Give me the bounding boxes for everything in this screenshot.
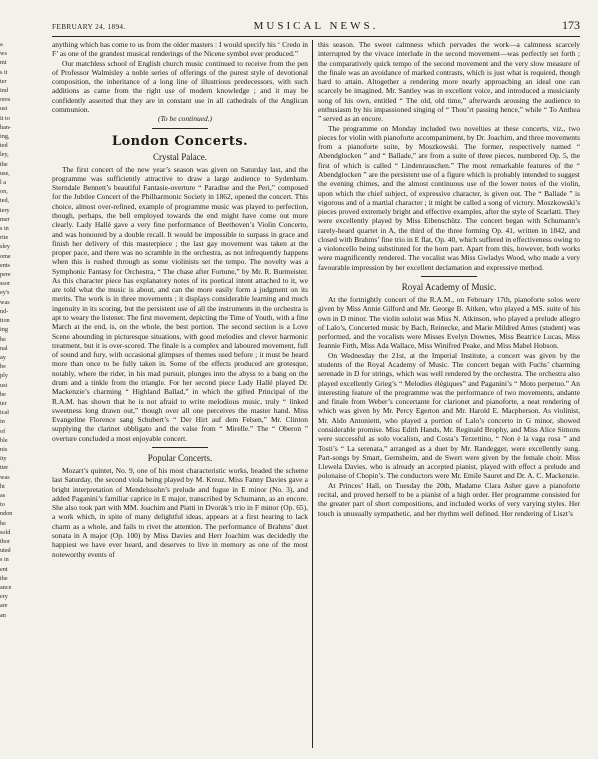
margin-fragment: rite xyxy=(0,234,9,242)
margin-fragment: thor xyxy=(0,537,10,545)
margin-fragment: the xyxy=(0,160,8,168)
margin-fragment: tery xyxy=(0,206,10,214)
margin-fragment: ted, xyxy=(0,197,10,205)
paragraph: On Wednesday the 21st, at the Imperial Institute, a concert was given by the students of the Royal Academy of Music. The concert began with Fuchs’ charming serenade in D for strings, which was well rendered by the orchestra. The orchestra also played excellently Grieg’s “ Melodies élégiques” and Paganini’s “ Moto perpetuo.” An interesting feature of the programme was the performance of two movements, andante and finale from Weber’s concertante for clarionet and pianoforte, a neat rendering of which was given by Mr. Percy Egerton and Mr. Harold E. Macpherson. As violinist, Mr. Aldo Antonietti, who played a portion of Lalo’s concerto in G minor, showed considerable promise. Miss Edith Hands, Mr. Reginald Brophy, and Miss Alice Simons were successful as solo vocalists, and Costa’s Terzettino, “ Non è la vaga rosa ” and Tosti’s “ La serenata,” arranged as a duet by Mr. Randegger, were excellently sung. Part-songs by Smart, Gernsheim, and de Swert were given by the female choir. Miss Llewela Davies, who is already an accepted pianist, played with effect a prelude and polonaise of Chopin’s. The conductors were Mr. Emile Sauret and Dr. A. C. Mackenzie. xyxy=(318,350,580,481)
margin-fragment: ing xyxy=(0,326,8,334)
margin-fragment: be xyxy=(0,363,6,371)
margin-fragment: ted xyxy=(0,142,8,150)
margin-fragment: ply xyxy=(0,372,8,380)
margin-fragment: ndon xyxy=(0,510,13,518)
margin-fragment: ome xyxy=(0,252,11,260)
margin-fragment: ind xyxy=(0,87,8,95)
continued-note: (To be continued.) xyxy=(157,114,213,124)
margin-fragment: ter xyxy=(0,77,7,85)
margin-fragment: mer xyxy=(0,215,10,223)
margin-fragment: of xyxy=(0,427,6,435)
margin-fragment: sley xyxy=(0,243,10,251)
margin-fragment: tter xyxy=(0,464,9,472)
margin-fragment: nal xyxy=(0,344,8,352)
margin-fragment: ery xyxy=(0,593,8,601)
margin-fragment: on, xyxy=(0,188,8,196)
subsection-title: Popular Concerts. xyxy=(147,452,213,463)
margin-fragment: the xyxy=(0,574,8,582)
paragraph: Our matchless school of English church music continued to receive from the pen of Professor Walmisley a noble series of offerings of the purest style of devotional composition, the inheritance of a long line of illustrious predecessors, with such additions as came from the right use of modern knowledge ; and it may be confidently asserted that they are in constant use in all cathedrals of the Anglican communion. xyxy=(52,58,308,114)
column-divider xyxy=(312,40,313,748)
margin-fragment: ents xyxy=(0,261,10,269)
subsection-title: Royal Academy of Music. xyxy=(401,282,497,293)
separator-rule xyxy=(152,128,208,129)
margin-fragment: ley, xyxy=(0,151,9,159)
margin-fragment: an xyxy=(0,611,6,619)
margin-fragment: ance xyxy=(0,583,12,591)
header-title: MUSICAL NEWS. xyxy=(253,20,379,32)
margin-fragment: he xyxy=(0,519,6,527)
margin-fragment: ing, xyxy=(0,133,10,141)
margin-fragment: ws xyxy=(0,50,7,58)
margin-fragment: in xyxy=(0,418,5,426)
margin-fragment: ey's xyxy=(0,289,10,297)
margin-fragment: l a xyxy=(0,179,7,187)
margin-fragment: mt xyxy=(0,59,7,67)
margin-fragment: he xyxy=(0,335,6,343)
margin-fragment: ay xyxy=(0,353,6,361)
margin-fragment: a xyxy=(0,41,3,48)
paragraph: Mozart’s quintet, No. 9, one of his most characteristic works, headed the scheme last Saturday, the second viola being played by M. Kreuz. Miss Fanny Davies gave a bright interpretation of Mendelssohn’s prelude and fugue in E minor (No. 3), and added Paganini’s familiar caprice in E major, transcribed by Schumann, as an encore. She also took part with MM. Joachim and Piatti in Dvorák’s trio in F minor (Op. 65), a work which, in spite of many delightful ideas, appears at a first hearing to lack charm as a whole, and fails to rivet the attention. The performance of Brahms’ duet sonata in A major (Op. 100) by Miss Davies and Herr Joachim was decidedly the happiest we have ever heard, and deserves to live in memory as one of the most noteworthy events of xyxy=(52,465,308,559)
margin-fragment: nd- xyxy=(0,307,9,315)
section-title: London Concerts. xyxy=(111,133,249,149)
margin-fragment: sold xyxy=(0,528,11,536)
margin-fragment: s in xyxy=(0,556,9,564)
margin-fragment: tion xyxy=(0,317,10,325)
page-header xyxy=(52,18,580,37)
margin-fragment: ter xyxy=(0,399,7,407)
left-column xyxy=(52,40,308,559)
margin-fragment: ht xyxy=(0,482,5,490)
margin-fragment: it to xyxy=(0,114,10,122)
margin-fragment: are xyxy=(0,602,8,610)
margin-fragment: use, xyxy=(0,169,10,177)
margin-fragment: ity xyxy=(0,455,7,463)
margin-fragment: ust xyxy=(0,381,8,389)
margin-fragment: pere xyxy=(0,271,11,279)
margin-fragment: ssor xyxy=(0,280,10,288)
margin-fragment: ust xyxy=(0,105,8,113)
margin-fragment: ical xyxy=(0,409,9,417)
paragraph: The first concert of the new year’s season was given on Saturday last, and the programme was sufficiently attractive to draw a large audience to Sydenham. Sterndale Bennett’s beautiful Fantasie-overture “ Paradise and the Peri,” composed for the Jubilee Concert of the Philharmonic Society in 1862, opened the concert. This choice, almost over-refined, example of programme music was played to perfection, though, perhaps, the bell employed towards the end might have come out more clearly. Lady Hallé gave a very fine performance of Beethoven’s Violin Concerto, and was honoured by a double recall. It would be impossible to surpass in grace and finish her delivery of this masterpiece ; the last gay movement was taken at the proper pace, and there was no scramble in the orchestra, as not infrequently happens when this is rushed through as some violinists set the tempo. The novelty was a Symphonic Fantasy for Orchestra, “ The chase after Fortune,” by Mr. R. Burmeister. As this character piece has explanatory notes of its poetical intent attached to it, we are told what the music is about, and can the more easily form a judgment on its merits. The work is in three movements ; it displays considerable learning and much ingenuity in its scoring, but the persistent use of all the instruments in the orchestra is apt to weary the listener. The first movement, depicting the Time of Youth, with a fine March at the end, is, on the whole, the best portion. The second section is a Love Scene abounding in picturesque situations, with good melodies and clever harmonic treatment, but it is over-scored. The finale is a complex and laboured movement, full of sound and fury, with occasional glimpses of themes used before ; it must be heard more than once to be fully taken in. Some of the effects produced are grotesque, notably, where the rider, in his mad pursuit, plunges into the abyss to a bang on the drum and a tinkle from the triangle. For her second piece Lady Hallé played Dr. Mackenzie’s charming “ Highland Ballad,” in which the gifted Principal of the R.A.M. has shown that he is not afraid to write melodious music, truly “ linked sweetness long drawn out,” though over all one perceives the master hand. Miss Evangeline Florence sang Schubert’s “ Der Hirt auf dem Felsen,” Mr. Clinton supplying the clarinet obbligato and the valse from “ Mirelle.” The “ Oberon ” overture concluded a most enjoyable concert. xyxy=(52,164,308,443)
right-column xyxy=(318,40,580,518)
paragraph: At Princes’ Hall, on Tuesday the 20th, Madame Clara Asher gave a pianoforte recital, and proved herself to be a pianist of a high order. Her programme consisted for the greater part of short compositions, and included works of very varying styles. Her touch is unusually sympathetic, and her rhythm well defined. Her rendering of Liszt’s xyxy=(318,480,580,518)
previous-page-margin xyxy=(0,40,13,740)
margin-fragment: ores xyxy=(0,96,11,104)
margin-fragment: was xyxy=(0,473,10,481)
paragraph: The programme on Monday included two novelties at these concerts, viz., two pieces for violin with pianoforte accompaniment, by Dr. Joachim, and three movements from a pianoforte suite, by Moszkowski. The former, respectively named “ Abendglocken ” and “ Ballade,” are from a suite of three pieces, numbered Op. 5, the first of which is called “ Lindenrauschen.” The most remarkable features of the “ Abendglocken ” are the persistent use of a figure which is probably intended to suggest the evening chimes, and the almost continuous use of the lower notes of the violin, upon which the chief subject, of expressive character, is given out. The “ Ballade ” is vigorous and of a martial character ; it might be called a song of victory. Moszkowski’s pieces proved extremely bright and effective examples, after the style of Scarlatti. They were excellently played by Miss Eibenschütz. The concert began with Schumann’s rarely-heard quartet in A, the third of the three forming Op. 41, written in 1842, and closed with Brahms’ fine trio in E flat, Op. 40, which suffered in effectiveness owing to a violoncello being substituted for the horn part. Apart from this, however, both works were magnificently rendered. The vocalist was Miss Gwladys Wood, who made a very favourable impression by her excellent declamation and expressive method. xyxy=(318,123,580,272)
header-date: FEBRUARY 24, 1894. xyxy=(52,23,126,31)
paragraph: anything which has come to us from the older masters : I would specify his ‘ Credo in F’ as one of the grandest musical renderings of the Nicene symbol ever produced.” xyxy=(52,40,308,59)
margin-fragment: uted xyxy=(0,547,11,555)
paragraph: this season. The sweet calmness which pervades the work—a calmness scarcely interrupted by the vivace interlude in the second movement—was perfectly set forth ; the comparatively quick tempo of the second movement and the very slow measure of the finale was an avoidance of marked contrasts, which is just what is required, though hard to attain. Altogether a rendering more nearly approaching an ideal one can scarcely be imagined. Mr. Santley was in excellent voice, and introduced a musicianly song of his own, entitled “ The old, old time,” afterwards arousing the audience to enthusiasm by his impassioned singing of “ Thou’rt passing hence,” while “ To Anthea ” served as an encore. xyxy=(318,40,580,124)
separator-rule xyxy=(152,447,208,448)
subsection-title: Crystal Palace. xyxy=(153,151,207,162)
separator-rule xyxy=(421,276,477,277)
margin-fragment: s in xyxy=(0,225,9,233)
margin-fragment: ent xyxy=(0,565,8,573)
margin-fragment: to xyxy=(0,501,5,509)
margin-fragment: s it xyxy=(0,68,8,76)
paragraph: At the fortnightly concert of the R.A.M., on February 17th, pianoforte solos were given by Miss Annie Gilford and Mr. George B. Aitken, who played a MS. suite of his own in D minor. The violin soloist was Miss N. Atkinson, who played a prelude allegro of Lalo’s, Concerted music by Bach, Reinecke, and Marie Mildred Ames (student) was performed, and the vocalists were Misses Evelyn Downes, Miss Beatrice Lucas, Miss Jeannie Firth, Miss Ada Wallace, Miss Winifred Peake, and Miss Mabel Hobson. xyxy=(318,295,580,351)
margin-fragment: nis xyxy=(0,445,8,453)
margin-fragment: as xyxy=(0,491,6,499)
margin-fragment: han- xyxy=(0,123,11,131)
margin-fragment: be xyxy=(0,390,6,398)
margin-fragment: ble xyxy=(0,436,8,444)
margin-fragment: was xyxy=(0,298,10,306)
page-number: 173 xyxy=(562,18,580,32)
